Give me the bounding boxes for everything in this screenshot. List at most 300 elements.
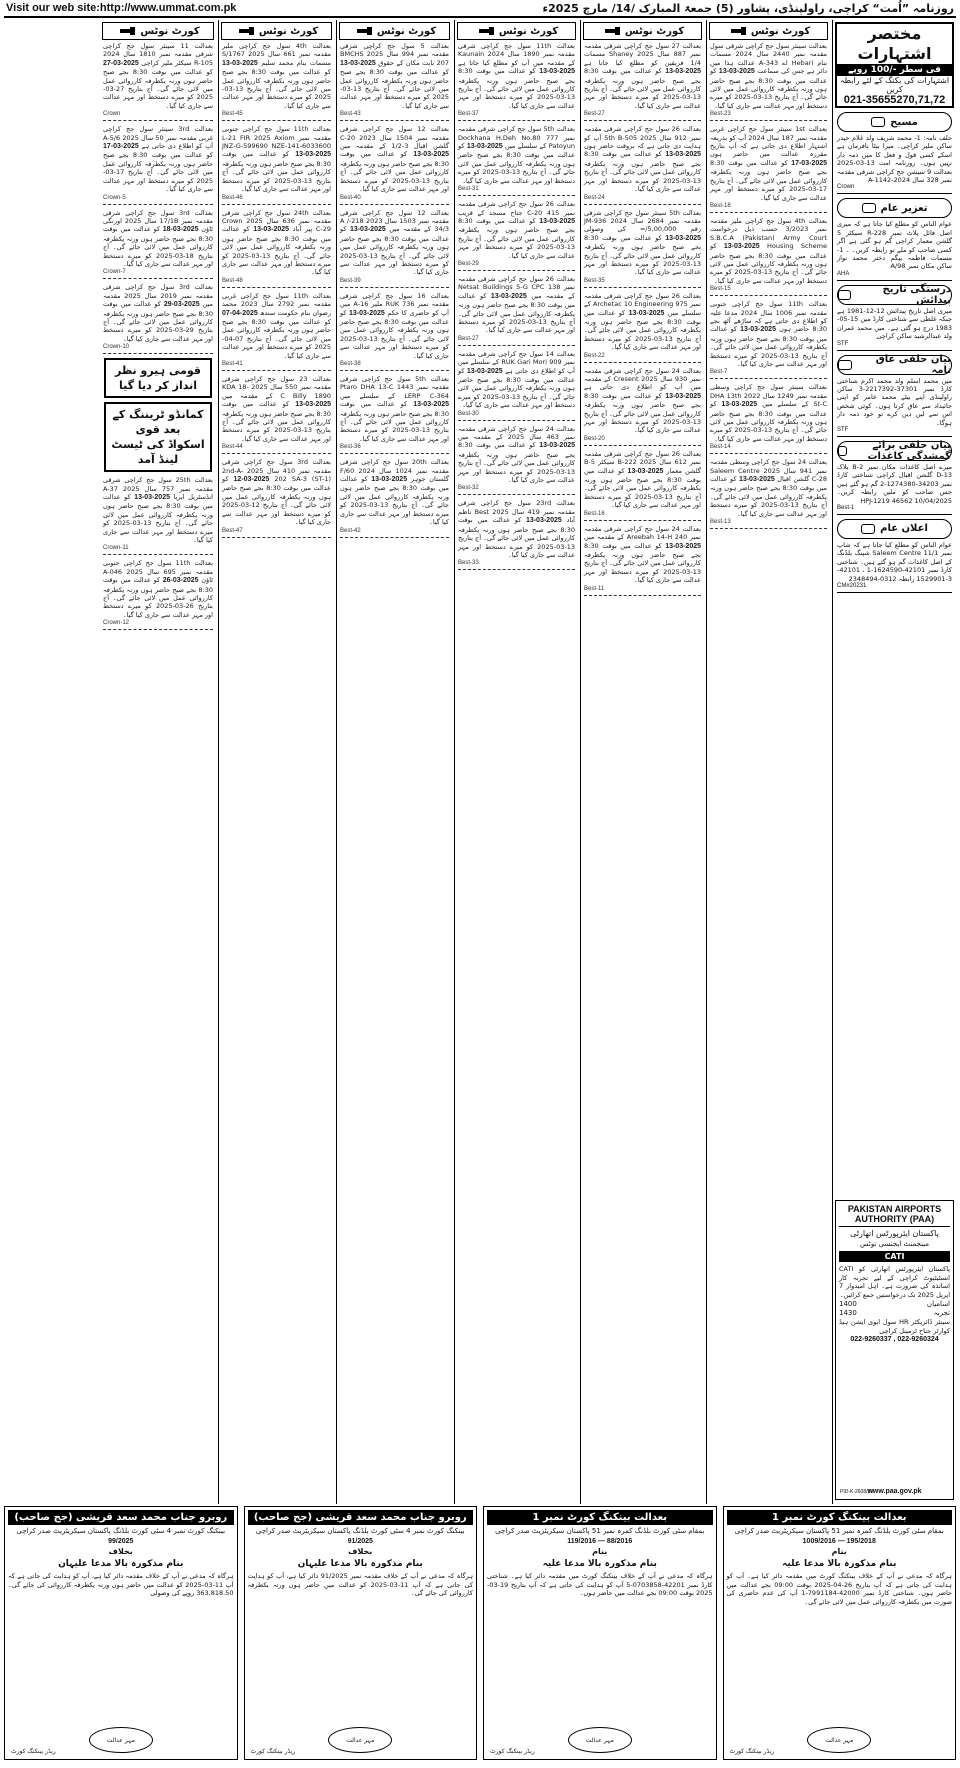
notice-code: Best-14 (710, 444, 731, 451)
category-icon (838, 290, 851, 300)
feature-box (104, 402, 212, 472)
column-heading-label: کورٹ نوٹس (140, 25, 200, 37)
notice-date: 13-03-2025 (466, 367, 503, 375)
notice-body-repeat: کو عدالت میں بوقت 8:30 بجے صبح حاضر ہوں ورنہ یکطرفہ کارروائی عمل میں لائی جائے گی۔ آج بتاریخ 26-03-2025 کو میرے دستخط اور مہر عدالت سے جاری کیا گیا۔ (103, 576, 213, 619)
notice-text: بعدالت 26 سول جج کراچی شرقی مقدمہ نمبر 912 سال 2025 5th B-505 آپ کو ہدایت دی جاتی ہے کہ بروقت حاضر ہوں 13-03-2025 کو عدالت میں بوقت 8:30 بجے صبح حاضر ہوں ورنہ یکطرفہ کارروائی عمل میں لائی جائے گی۔ آج بتاریخ 13-03-2025 کو میرے دستخط اور مہر عدالت سے جاری کیا گیا۔ (584, 125, 701, 194)
classifieds-title: مختصر اشتہارات (857, 24, 932, 63)
category-icon (838, 360, 852, 370)
notice-code: Best-43 (340, 111, 361, 118)
notice-date: 13-03-2025 (295, 151, 331, 159)
court-notice (103, 283, 213, 354)
summons-addressee: بنام مذکورہ بالا مدعا علیہ (782, 1559, 897, 1569)
notice-body-repeat: کو عدالت میں بوقت 8:30 بجے صبح حاضر ہوں ورنہ یکطرفہ کارروائی عمل میں لائی جائے گی۔ آج بتاریخ 13-03-2025 کو میرے دستخط اور مہر عدالت سے جاری کیا گیا۔ (710, 242, 827, 285)
notice-text: بعدالت 27 سول جج کراچی شرقی مقدمہ نمبر 887 سال 2025 Shaney مسمات 1/4 فریقین کو مطلع کیا جاتا ہے 13-03-2025 کو عدالت میں بوقت 8:30 بجے صبح حاضر ہوں ورنہ یکطرفہ کارروائی عمل میں لائی جائے گی۔ آج بتاریخ 13-03-2025 کو میرے دستخط اور مہر عدالت سے جاری کیا گیا۔ (584, 42, 701, 110)
category-icon (862, 203, 876, 213)
banking-court-summons (723, 1506, 957, 1760)
notice-text: بعدالت سینئر سول جج کراچی شرقی سول مقدمہ نمبر 2440 سال 2024 مسمات بنام Hebari اے 343-A عدالت ہذا میں دائر ہے جس کی سماعت 13-03-2025 کو عدالت میں بوقت 8:30 بجے صبح حاضر ہوں ورنہ یکطرفہ کارروائی عمل میں لائی جائے گی۔ آج بتاریخ 13-03-2025 کو میرے دستخط اور مہر عدالت سے جاری کیا گیا۔ (710, 42, 828, 110)
column-heading (339, 22, 450, 40)
paa-row-1-label: اسامیاں (926, 1300, 950, 1309)
notice-code: Best-35 (584, 277, 605, 284)
notice-date: 13-03-2025 (222, 59, 258, 67)
notice-column-2 (580, 20, 704, 1504)
notice-text: بعدالت 4th سول جج کراچی ملیر مقدمہ نمبر 661 سال 2025 S/1767 مسمات بنام محمد سلیم 13-03-2025 کو عدالت میں بوقت 8:30 بجے صبح حاضر ہوں ورنہ یکطرفہ کارروائی عمل میں لائی جائے گی۔ آج بتاریخ 13-03-2025 کو میرے دستخط اور مہر عدالت سے جاری کیا گیا۔ (222, 42, 332, 110)
notice-date: 13-03-2025 (349, 226, 386, 234)
notice-text: بعدالت 26 سول جج کراچی شرقی مقدمہ نمبر 612 سال 2025 B-222 سیکٹر 5-B گلشن معمار 13-03-2025 کو عدالت میں بوقت 8:30 بجے صبح حاضر ہوں ورنہ یکطرفہ کارروائی عمل میں لائی جائے گی۔ آج بتاریخ 13-03-2025 کو میرے دستخط اور مہر عدالت سے جاری کیا گیا۔ (584, 449, 701, 510)
notice-date: 13-03-2025 (665, 68, 701, 76)
notice-body-repeat: کو عدالت میں بوقت 8:30 بجے صبح حاضر ہوں ورنہ یکطرفہ کارروائی عمل میں لائی جائے گی۔ آج بتاریخ 13-03-2025 کو میرے دستخط اور مہر عدالت سے جاری کیا گیا۔ (458, 142, 575, 185)
notice-date: 26-03-2025 (162, 577, 199, 585)
notice-text: بعدالت 24 سول جج کراچی شرقی مقدمہ نمبر 463 سال 2025 کے مقدمہ میں 13-03-2025 کو عدالت میں بوقت 8:30 بجے صبح حاضر ہوں ورنہ یکطرفہ کارروائی عمل میں لائی جائے گی۔ آج بتاریخ 13-03-2025 کو میرے دستخط اور مہر عدالت سے جاری کیا گیا۔ (458, 424, 576, 485)
summons-row (4, 1506, 956, 1760)
court-notice (584, 367, 701, 446)
category-heading (837, 519, 952, 539)
notice-text: بعدالت 24th سول جج کراچی شرقی مقدمہ نمبر 636 سال 2025 Crown C-29 پیر آباد 13-03-2025 کو عدالت میں بوقت 8:30 بجے صبح حاضر ہوں ورنہ یکطرفہ کارروائی عمل میں لائی جائے گی۔ آج بتاریخ 13-03-2025 کو میرے دستخط اور مہر عدالت سے جاری کیا گیا۔ (222, 208, 331, 277)
summons-heading: روبرو جناب محمد سعد قریشی (جج صاحب) (248, 1510, 474, 1525)
summons-case-number: 1009/2016 — 195/2018 (802, 1538, 876, 1545)
notice-text: بعدالت 23 سول جج کراچی شرقی مقدمہ نمبر 550 سال 2025 KDA 18-C Billy 1890 کے مقدمہ میں 13-03-2025 کو عدالت میں بوقت 8:30 بجے صبح حاضر ہوں ورنہ یکطرفہ کارروائی عمل میں لائی جائے گی۔ آج بتاریخ 13-03-2025 کو میرے دستخط اور مہر عدالت سے جاری کیا گیا۔ (222, 375, 331, 443)
notice-column-6 (100, 20, 216, 1504)
court-notice (340, 292, 449, 371)
notice-date: 13-03-2025 (718, 68, 755, 76)
summons-body: ہرگاہ کہ مدعی نے آپ کے خلاف مقدمہ نمبر 91/2025 دائر کیا ہے، آپ کو ہدایت کی جاتی ہے کہ آپ 11-03-2025 کو عدالت میں حاضر ہوں ورنہ یکطرفہ کارروائی کی جائے گی۔ (247, 1572, 473, 1598)
court-notice (458, 499, 575, 570)
notice-text: بعدالت 3rd سول جج کراچی شرقی مقدمہ نمبر 17/1B سال 2025 اورنگی ٹاؤن 18-03-2025 کو عدالت میں بوقت 8:30 بجے صبح حاضر ہوں ورنہ یکطرفہ کارروائی عمل میں لائی جائے گی۔ آج بتاریخ 18-03-2025 کو میرے دستخط اور مہر عدالت سے جاری کیا گیا۔ (103, 208, 213, 268)
court-notice (103, 42, 213, 121)
ad-text: میرے اصل کاغذات مکان نمبر B-2 بلاک 13-D گلشن اقبال کراچی شناختی کارڈ نمبر 34203-1274380-2 گم ہو گئے ہیں جس صاحب کو ملیں رابطہ کریں۔ 10/04/2025 HPJ-1219 46562 (837, 462, 952, 505)
court-notice (103, 559, 213, 630)
notice-body-repeat: کو عدالت میں بوقت 8:30 بجے صبح حاضر ہوں ورنہ یکطرفہ کارروائی عمل میں لائی جائے گی۔ آج بتاریخ 18-03-2025 کو میرے دستخط اور مہر عدالت سے جاری کیا گیا۔ (103, 225, 213, 268)
notice-text: بعدالت 5th سول جج کراچی شرقی مقدمہ نمبر 1443 Ptaro DHA 13-C LERP C-364 کے سلسلے میں 13-03-2025 کو عدالت میں بوقت 8:30 بجے صبح حاضر ہوں ورنہ یکطرفہ کارروائی عمل میں لائی جائے گی۔ آج بتاریخ 13-03-2025 کو میرے دستخط اور مہر عدالت سے جاری کیا گیا۔ (340, 375, 449, 443)
notice-column-1 (706, 20, 830, 1504)
notice-date: 13-03-2025 (413, 401, 449, 409)
notice-code: Best-31 (458, 186, 479, 193)
summons-heading: بعدالت بینکنگ کورٹ نمبر 1 (487, 1510, 713, 1525)
gavel-icon (357, 27, 377, 35)
court-seal: مہر عدالت (568, 1727, 632, 1753)
notice-date: 13-03-2025 (371, 476, 408, 484)
notice-body-repeat: کو عدالت میں بوقت 8:30 بجے صبح حاضر ہوں ورنہ یکطرفہ کارروائی عمل میں لائی جائے گی۔ آج بتاریخ 13-03-2025 کو میرے دستخط اور مہر عدالت سے جاری کیا گیا۔ (222, 225, 331, 277)
summons-subheading: بمقام سٹی کورٹ بلڈنگ کمرہ نمبر 51 پاکستان سیکریٹریٹ صدر کراچی (495, 1527, 705, 1535)
gavel-icon (239, 27, 259, 35)
notice-text: بعدالت 5th سینئر سول جج کراچی شرقی مقدمہ نمبر 2684 سال 2024 JM-936 رقم 5,00,000/= کی وصولی 13-03-2025 کو عدالت میں بوقت 8:30 بجے صبح حاضر ہوں ورنہ یکطرفہ کارروائی عمل میں لائی جائے گی۔ آج بتاریخ 13-03-2025 کو میرے دستخط اور مہر عدالت سے جاری کیا گیا۔ (584, 208, 702, 277)
paa-row-2-value: 1430 (839, 1309, 857, 1318)
paa-title: PAKISTAN AIRPORTS AUTHORITY (PAA) (839, 1204, 950, 1227)
notice-text: بعدالت 26 سول جج کراچی شرقی مقدمہ نمبر 138 Netsat Buildings 5-G CPC کے مقدمہ میں 13-03-2025 کو عدالت میں بوقت 8:30 بجے صبح حاضر ہوں ورنہ یکطرفہ کارروائی عمل میں لائی جائے گی۔ آج بتاریخ 13-03-2025 کو میرے دستخط اور مہر عدالت سے جاری کیا گیا۔ (458, 274, 576, 335)
category-heading (837, 441, 952, 461)
notice-text: بعدالت 26 سول جج کراچی شرقی مقدمہ نمبر 415 C-20 جناح مسجد کے قریب 13-03-2025 کو عدالت میں بوقت 8:30 بجے صبح حاضر ہوں ورنہ یکطرفہ کارروائی عمل میں لائی جائے گی۔ آج بتاریخ 13-03-2025 کو میرے دستخط اور مہر عدالت سے جاری کیا گیا۔ (458, 200, 575, 260)
notice-text: بعدالت 11th سول جج کراچی جنوبی مقدمہ نمبر L-21 FIR 2025 Axiom JNZ-G-599690 NZE-141-6033600 13-03-2025 کو عدالت میں بوقت 8:30 بجے صبح حاضر ہوں ورنہ یکطرفہ کارروائی عمل میں لائی جائے گی۔ آج بتاریخ 13-03-2025 کو میرے دستخط اور مہر عدالت سے جاری کیا گیا۔ (222, 125, 331, 194)
notice-body-repeat: کو عدالت میں بوقت 8:30 بجے صبح حاضر ہوں ورنہ یکطرفہ کارروائی عمل میں لائی جائے گی۔ آج بتاریخ 13-03-2025 کو میرے دستخط اور مہر عدالت سے جاری کیا گیا۔ (222, 150, 331, 194)
notice-code: Best-29 (458, 260, 479, 267)
gavel-icon (731, 27, 751, 35)
classified-ad (837, 541, 952, 593)
notice-body-repeat: کو عدالت میں بوقت 8:30 بجے صبح حاضر ہوں ورنہ یکطرفہ کارروائی عمل میں لائی جائے گی۔ آج بتاریخ 13-03-2025 کو میرے دستخط اور مہر عدالت سے جاری کیا گیا۔ (710, 475, 828, 518)
notice-body-repeat: کو عدالت میں بوقت 8:30 بجے صبح حاضر ہوں ورنہ یکطرفہ کارروائی عمل میں لائی جائے گی۔ آج بتاریخ 13-03-2025 کو میرے دستخط اور مہر عدالت سے جاری کیا گیا۔ (458, 516, 575, 559)
notice-body-repeat: کو عدالت میں بوقت 8:30 بجے صبح حاضر ہوں ورنہ یکطرفہ کارروائی عمل میں لائی جائے گی۔ آج بتاریخ 17-03-2025 کو میرے دستخط اور مہر عدالت سے جاری کیا گیا۔ (103, 151, 214, 194)
notice-code: Best-18 (710, 202, 731, 209)
notice-text: بعدالت 11th سول جج کراچی شرقی مقدمہ نمبر 1890 سال 2024 Kaunain کے مقدمہ میں آپ کو مطلع کیا جاتا ہے 13-03-2025 کو عدالت میں بوقت 8:30 بجے صبح حاضر ہوں ورنہ یکطرفہ کارروائی عمل میں لائی جائے گی۔ آج بتاریخ 13-03-2025 کو میرے دستخط اور مہر عدالت سے جاری کیا گیا۔ (458, 42, 575, 110)
ad-code: AHA (837, 270, 850, 277)
notice-body-repeat: کو عدالت میں بوقت 8:30 بجے صبح حاضر ہوں ورنہ یکطرفہ کارروائی عمل میں لائی جائے گی۔ آج بتاریخ 13-03-2025 کو میرے دستخط اور مہر عدالت سے جاری کیا گیا۔ (222, 68, 331, 110)
court-notice (340, 125, 449, 204)
notice-body-repeat: کو عدالت میں بوقت 8:30 بجے صبح حاضر ہوں ورنہ یکطرفہ کارروائی عمل میں لائی جائے گی۔ آج بتاریخ 07-04-2025 کو میرے دستخط اور مہر عدالت سے جاری کیا گیا۔ (222, 317, 331, 360)
columns-container (4, 20, 956, 1504)
notice-date: 17-03-2025 (103, 143, 139, 151)
paa-row-1-value: 1400 (839, 1300, 857, 1309)
court-notice (458, 350, 575, 421)
classified-ad (837, 220, 952, 280)
notice-text: بعدالت 26 سول جج کراچی شرقی مقدمہ نمبر 975 Archetac 10 Engineering کے سلسلے میں 13-03-2025 کو عدالت میں بوقت 8:30 بجے صبح حاضر ہوں ورنہ یکطرفہ کارروائی عمل میں لائی جائے گی۔ آج بتاریخ 13-03-2025 کو میرے دستخط اور مہر عدالت سے جاری کیا گیا۔ (584, 291, 701, 352)
paa-row-2 (839, 1309, 950, 1317)
notice-code: Best-39 (340, 277, 361, 284)
court-notice (584, 450, 701, 521)
notice-body-repeat: کو عدالت میں بوقت 8:30 بجے صبح حاضر ہوں ورنہ یکطرفہ کارروائی عمل میں لائی جائے گی۔ آج بتاریخ 13-03-2025 کو میرے دستخط اور مہر عدالت سے جاری کیا گیا۔ (340, 150, 449, 194)
notice-code: Best-46 (222, 194, 243, 201)
notice-text: بعدالت 11th سول جج کراچی جنوبی مقدمہ نمبر 1006 سال 2024 مدعا علیہ کو اطلاع دی جاتی ہے کہ ساڑھے آٹھ بجے 8:30 حاضر ہوں 13-03-2025 کو عدالت میں بوقت 8:30 بجے صبح حاضر ہوں ورنہ یکطرفہ کارروائی عمل میں لائی جائے گی۔ آج بتاریخ 13-03-2025 کو میرے دستخط اور مہر عدالت سے جاری کیا گیا۔ (710, 300, 828, 368)
paa-body: پاکستان ایئرپورٹس اتھارٹی کو CATI انسٹیٹیوٹ کراچی کے لیے تجربہ کار اساتذہ کی ضرورت ہے۔ اہل امیدوار 7 اپریل 2025 تک درخواستیں جمع کرائیں۔ (839, 1265, 950, 1299)
feature-line-2: اسکواڈ کی ٹیسٹ لینڈ آمد (111, 438, 205, 467)
summons-versus: بنام (592, 1547, 608, 1556)
notice-text: بعدالت 11 سینئر سول جج کراچی شرقی مقدمہ نمبر 1810 سال 2024 R-105 سیکٹر ملیر کراچی 27-03-2025 کو عدالت میں بوقت 8:30 بجے صبح حاضر ہوں ورنہ یکطرفہ کارروائی عمل میں لائی جائے گی۔ آج بتاریخ 27-03-2025 کو میرے دستخط اور مہر عدالت سے جاری کیا گیا۔ (103, 42, 214, 110)
notice-text: بعدالت 11th سول جج کراچی غربی مقدمہ نمبر 2792 سال 2023 محمد رضوان بنام حکومت سندھ 07-04-2025 کو عدالت میں بوقت 8:30 بجے صبح حاضر ہوں ورنہ یکطرفہ کارروائی عمل میں لائی جائے گی۔ آج بتاریخ 07-04-2025 کو میرے دستخط اور مہر عدالت سے جاری کیا گیا۔ (222, 291, 332, 360)
notice-text: بعدالت 20th سول جج کراچی شرقی مقدمہ نمبر 1024 سال 2024 F/60 گلستان جوہر 13-03-2025 کو عدالت میں بوقت 8:30 بجے صبح حاضر ہوں ورنہ یکطرفہ کارروائی عمل میں لائی جائے گی۔ آج بتاریخ 13-03-2025 کو میرے دستخط اور مہر عدالت سے جاری کیا گیا۔ (340, 458, 449, 527)
notice-body-repeat: کو عدالت میں بوقت 8:30 بجے صبح حاضر ہوں ورنہ یکطرفہ کارروائی عمل میں لائی جائے گی۔ آج بتاریخ 13-03-2025 کو میرے دستخط اور مہر عدالت سے جاری کیا گیا۔ (584, 233, 701, 277)
summons-subheading: بمقام سٹی کورٹ بلڈنگ کمرہ نمبر 51 پاکستان سیکریٹریٹ صدر کراچی (734, 1527, 944, 1535)
notice-body-repeat: کو عدالت میں بوقت 8:30 بجے صبح حاضر ہوں ورنہ یکطرفہ کارروائی عمل میں لائی جائے گی۔ آج بتاریخ 13-03-2025 کو میرے دستخط اور مہر عدالت سے جاری کیا گیا۔ (584, 67, 701, 110)
summons-addressee: بنام مذکورہ بالا مدعا علیہ (542, 1559, 657, 1569)
classifieds-phone: 021-35655270,71,72 (843, 94, 946, 106)
gavel-icon (479, 27, 499, 35)
paa-subtitle: مینجمنٹ ایجنسی نوٹس (859, 1240, 929, 1248)
notice-body-repeat: کو عدالت میں بوقت 8:30 بجے صبح حاضر ہوں ورنہ یکطرفہ کارروائی عمل میں لائی جائے گی۔ آج بتاریخ 13-03-2025 کو میرے دستخط اور مہر عدالت سے جاری کیا گیا۔ (710, 325, 828, 368)
gavel-icon (605, 27, 625, 35)
notice-body-repeat: کو عدالت میں بوقت 8:30 بجے صبح حاضر ہوں ورنہ یکطرفہ کارروائی عمل میں لائی جائے گی۔ آج بتاریخ 13-03-2025 کو میرے دستخط اور مہر عدالت سے جاری کیا گیا۔ (458, 366, 575, 410)
summons-addressee: بنام مذکورہ بالا مدعا علیہان (58, 1559, 184, 1569)
notice-date: 07-04-2025 (222, 309, 258, 317)
feature-line-1: کمانڈو ٹریننگ کے بعد قوی (112, 408, 204, 437)
notice-code: Best-16 (584, 510, 605, 517)
notice-body-repeat: کو عدالت میں بوقت 8:30 بجے صبح حاضر ہوں ورنہ یکطرفہ کارروائی عمل میں لائی جائے گی۔ آج بتاریخ 13-03-2025 کو میرے دستخط اور مہر عدالت سے جاری کیا گیا۔ (458, 67, 575, 110)
notice-date: 13-03-2025 (340, 59, 376, 67)
summons-versus: بنام (831, 1547, 847, 1556)
court-notice (584, 209, 701, 288)
column-heading-label: کورٹ نوٹس (498, 25, 559, 37)
notice-date: 13-03-2025 (665, 392, 701, 400)
notice-date: 13-03-2025 (721, 401, 758, 409)
notice-code: Best-45 (222, 111, 243, 118)
notice-code: Best-47 (222, 527, 243, 534)
notice-body-repeat: کو عدالت میں بوقت 8:30 بجے صبح حاضر ہوں ورنہ یکطرفہ کارروائی عمل میں لائی جائے گی۔ آج بتاریخ 13-03-2025 کو میرے دستخط اور مہر عدالت سے جاری کیا گیا۔ (584, 150, 701, 194)
ad-text: میری اصل تاریخ پیدائش 12-12-1981 ہے جبکہ غلطی سے شناختی کارڈ میں 15-05-1983 درج ہو گئی ہے۔ میں محمد عمران ولد عبدالرشید ساکن کراچی (837, 306, 952, 341)
notice-body-repeat: کو عدالت میں بوقت 8:30 بجے صبح حاضر ہوں ورنہ یکطرفہ کارروائی عمل میں لائی جائے گی۔ آج بتاریخ 13-03-2025 کو میرے دستخط اور مہر عدالت سے جاری کیا گیا۔ (103, 493, 213, 545)
ad-text: عوام الناس کو مطلع کیا جاتا ہے کہ میری اصل فائل پلاٹ نمبر R-228 سیکٹر 5 گلشن معمار کراچی گم ہو گئی ہے اگر کسی صاحب کو ملے تو رابطہ کریں۔ ۔ 1- مسمات فاطمہ بیگم دختر محمد نواز ساکن مکان نمبر 98/A (837, 220, 952, 271)
classified-ad (837, 134, 952, 194)
category-heading (837, 355, 952, 375)
column-heading (102, 22, 214, 40)
notice-column-3 (454, 20, 578, 1504)
column-heading-label: کورٹ نوٹس (258, 25, 319, 37)
notice-date: 13-03-2025 (134, 494, 170, 501)
notice-code: Best-48 (222, 277, 243, 284)
header-rule (4, 16, 956, 18)
notice-body-repeat: کو عدالت میں بوقت 8:30 بجے صبح حاضر ہوں ورنہ یکطرفہ کارروائی عمل میں لائی جائے گی۔ آج بتاریخ 13-03-2025 کو میرے دستخط اور مہر عدالت سے جاری کیا گیا۔ (584, 308, 701, 352)
summons-subheading: بینکنگ کورٹ نمبر 4 سٹی کورٹ بلڈنگ پاکستان سیکریٹریٹ صدر کراچی (255, 1527, 465, 1535)
summons-body: ہرگاہ کہ مدعی نے آپ کے خلاف بینکنگ کورٹ میں مقدمہ دائر کیا ہے۔ شناختی کارڈ نمبر 42201-0703858-5 آپ کو ہدایت کی جاتی ہے کہ آپ بتاریخ 19-03-2025 بوقت 09:00 بجے عدالت میں حاضر ہوں۔ (487, 1572, 713, 1598)
category-icon (861, 524, 875, 534)
notice-date: 13-03-2025 (295, 401, 331, 409)
summons-case-number: 119/2016 — 88/2016 (567, 1538, 633, 1545)
notice-text: بعدالت 4th سول جج کراچی ملیر مقدمہ نمبر 3/2023 حسب ذیل درخواست S.B.C.A (Pakistan) Army Court Housing Scheme 13-03-2025 کو عدالت میں بوقت 8:30 بجے صبح حاضر ہوں ورنہ یکطرفہ کارروائی عمل میں لائی جائے گی۔ آج بتاریخ 13-03-2025 کو میرے دستخط اور مہر عدالت سے جاری کیا گیا۔ (710, 216, 827, 285)
notice-text: بعدالت 3rd سول جج کراچی شرقی مقدمہ نمبر 410 سال 2025 2nd-A-202 SA-3 (ST-1) 12-03-2025 کو عدالت میں بوقت 8:30 بجے صبح حاضر ہوں ورنہ یکطرفہ کارروائی عمل میں لائی جائے گی۔ آج بتاریخ 12-03-2025 کو میرے دستخط اور مہر عدالت سے جاری کیا گیا۔ (222, 458, 331, 527)
court-notice (710, 300, 827, 379)
summons-versus: بخلاف (108, 1547, 133, 1556)
feature-line-1: قومی ہیرو نظر انداز کر دیا گیا (114, 364, 201, 393)
notice-date: 13-03-2025 (665, 151, 701, 159)
notice-text: بعدالت 23rd سول جج کراچی شرقی مقدمہ نمبر 419 سال 2025 Best ناظم آباد 13-03-2025 کو عدالت میں بوقت 8:30 بجے صبح حاضر ہوں ورنہ یکطرفہ کارروائی عمل میں لائی جائے گی۔ آج بتاریخ 13-03-2025 کو میرے دستخط اور مہر عدالت سے جاری کیا گیا۔ (458, 499, 575, 559)
summons-addressee: بنام مذکورہ بالا مدعا علیہان (297, 1559, 423, 1569)
page-header (0, 0, 960, 16)
banking-court-summons (483, 1506, 717, 1760)
feature-box (104, 358, 212, 398)
ad-text: میں محمد اسلم ولد محمد اکرم شناختی کارڈ نمبر 37301-2217392-3 ساکن راولپنڈی اپنے بیٹے محمد عامر کو اپنی جائیداد سے عاق کرتا ہوں۔ کوئی شخص اس سے لین دین کرے تو خود ذمہ دار ہوگا۔ (837, 376, 952, 427)
notice-code: Best-32 (458, 485, 479, 492)
court-notice (584, 525, 701, 596)
paa-website[interactable]: www.paa.gov.pk (867, 1488, 922, 1495)
notice-text: بعدالت 24 سول جج کراچی وسطی مقدمہ نمبر 941 سال 2025 Saleem Centre C-28 گلشن اقبال 13-03-2025 کو عدالت میں بوقت 8:30 بجے صبح حاضر ہوں ورنہ یکطرفہ کارروائی عمل میں لائی جائے گی۔ آج بتاریخ 13-03-2025 کو میرے دستخط اور مہر عدالت سے جاری کیا گیا۔ (710, 458, 828, 518)
notice-text: بعدالت 1st سینئر سول جج کراچی غربی مقدمہ نمبر 187 سال 2024 آپ کو بذریعہ اشتہار اطلاع دی جاتی ہے کہ آپ بتاریخ مقررہ عدالت میں حاضر ہوں 17-03-2025 کو عدالت میں بوقت 8:30 بجے صبح حاضر ہوں ورنہ یکطرفہ کارروائی عمل میں لائی جائے گی۔ آج بتاریخ 17-03-2025 کو میرے دستخط اور مہر عدالت سے جاری کیا گیا۔ (710, 125, 828, 202)
classifieds-booking: اشتہارات کی بکنگ کے لئے رابطہ کریں (839, 76, 950, 94)
notice-body-repeat: کو عدالت میں بوقت 8:30 بجے صبح حاضر ہوں ورنہ یکطرفہ کارروائی عمل میں لائی جائے گی۔ آج بتاریخ 13-03-2025 کو میرے دستخط اور مہر عدالت سے جاری کیا گیا۔ (458, 291, 576, 335)
notice-body-repeat: کو عدالت میں بوقت 8:30 بجے صبح حاضر ہوں ورنہ یکطرفہ کارروائی عمل میں لائی جائے گی۔ آج بتاریخ 13-03-2025 کو میرے دستخط اور مہر عدالت سے جاری کیا گیا۔ (222, 400, 331, 443)
court-notice (222, 458, 331, 537)
notice-text: بعدالت 11th سول جج کراچی جنوبی مقدمہ نمبر 695 سال 2025 A-046 ٹاؤن 26-03-2025 کو عدالت میں بوقت 8:30 بجے صبح حاضر ہوں ورنہ یکطرفہ کارروائی عمل میں لائی جائے گی۔ آج بتاریخ 26-03-2025 کو میرے دستخط اور مہر عدالت سے جاری کیا گیا۔ (103, 559, 214, 619)
court-notice (710, 458, 827, 529)
classified-ad (837, 463, 952, 515)
category-label: بیان حلفی عاق نامہ (875, 353, 951, 376)
notice-date: 13-03-2025 (665, 542, 701, 550)
column-heading (583, 22, 702, 40)
notice-date: 13-03-2025 (628, 309, 665, 317)
notice-date: 13-03-2025 (539, 442, 575, 450)
notice-date: 13-03-2025 (466, 143, 503, 151)
column-heading (709, 22, 828, 40)
classified-ads-list (833, 112, 956, 593)
summons-footer: ریڈر بینکنگ کورٹ (490, 1748, 535, 1755)
classified-ad (837, 377, 952, 437)
notice-date: 29-03-2025 (163, 301, 200, 309)
notice-body-repeat: کو عدالت میں بوقت 8:30 بجے صبح حاضر ہوں ورنہ یکطرفہ کارروائی عمل میں لائی جائے گی۔ آج بتاریخ 13-03-2025 کو میرے دستخط اور مہر عدالت سے جاری کیا گیا۔ (584, 466, 701, 510)
notice-code: Crown-10 (103, 344, 130, 351)
notice-code: Best-40 (340, 194, 361, 201)
notice-text: بعدالت 12 سول جج کراچی شرقی مقدمہ نمبر 1503 سال 2023 218-A / 34/3 کے مقدمہ میں 13-03-2025 کو عدالت میں بوقت 8:30 بجے صبح حاضر ہوں ورنہ یکطرفہ کارروائی عمل میں لائی جائے گی۔ آج بتاریخ 13-03-2025 کو میرے دستخط اور مہر عدالت سے جاری کیا گیا۔ (340, 208, 450, 277)
paa-advertisement (835, 1200, 954, 1500)
category-label: تعزیر عام (880, 202, 928, 214)
court-notice (584, 42, 701, 121)
notice-date: 13-03-2025 (740, 326, 776, 334)
court-notice (340, 458, 449, 537)
notice-body-repeat: کو عدالت میں بوقت 8:30 بجے صبح حاضر ہوں ورنہ یکطرفہ کارروائی عمل میں لائی جائے گی۔ آج بتاریخ 17-03-2025 کو میرے دستخط اور مہر عدالت سے جاری کیا گیا۔ (710, 158, 827, 202)
paa-urdu-title: پاکستان ایئرپورٹس اتھارٹی (850, 1229, 939, 1238)
notice-code: Best-11 (584, 585, 605, 592)
notice-body-repeat: کو عدالت میں بوقت 8:30 بجے صبح حاضر ہوں ورنہ یکطرفہ کارروائی عمل میں لائی جائے گی۔ آج بتاریخ 13-03-2025 کو میرے دستخط اور مہر عدالت سے جاری کیا گیا۔ (584, 391, 701, 435)
website-url[interactable]: Visit our web site:http://www.ummat.com.pk (6, 2, 237, 14)
court-notice (458, 42, 575, 121)
notice-text: بعدالت 25th سول جج کراچی شرقی مقدمہ نمبر 757 سال 2025 A-37 انڈسٹریل ایریا 13-03-2025 کو عدالت میں بوقت 8:30 بجے صبح حاضر ہوں ورنہ یکطرفہ کارروائی عمل میں لائی جائے گی۔ آج بتاریخ 13-03-2025 کو میرے دستخط اور مہر عدالت سے جاری کیا گیا۔ (103, 476, 213, 545)
notice-column-4 (336, 20, 452, 1504)
notice-code: Best-22 (584, 352, 605, 359)
notice-body-repeat: کو عدالت میں بوقت 8:30 بجے صبح حاضر ہوں ورنہ یکطرفہ کارروائی عمل میں لائی جائے گی۔ آج بتاریخ 13-03-2025 کو میرے دستخط اور مہر عدالت سے جاری کیا گیا۔ (340, 400, 449, 443)
summons-case-number: 91/2025 (347, 1538, 373, 1545)
ad-code: Best-1 (837, 504, 855, 511)
court-notice (458, 275, 575, 346)
court-notice (103, 476, 213, 555)
notice-text: بعدالت 14 سول جج کراچی شرقی مقدمہ نمبر 909 RUK Gari Mori کے سلسلے میں آپ کو اطلاع دی جاتی ہے 13-03-2025 کو عدالت میں بوقت 8:30 بجے صبح حاضر ہوں ورنہ یکطرفہ کارروائی عمل میں لائی جائے گی۔ آج بتاریخ 13-03-2025 کو میرے دستخط اور مہر عدالت سے جاری کیا گیا۔ (458, 349, 575, 410)
category-icon (871, 117, 885, 127)
category-label: بیان حلفی برائے گمشدگی کاغذات (867, 439, 951, 462)
classifieds-title-box (835, 22, 954, 108)
category-icon (838, 446, 847, 456)
classifieds-rate: فی سطر -/100 روپے (837, 64, 952, 76)
notice-text: بعدالت 3rd سول جج کراچی شرقی مقدمہ نمبر 2019 سال 2025 مقدمہ میں 29-03-2025 کو عدالت میں بوقت 8:30 بجے صبح حاضر ہوں ورنہ یکطرفہ کارروائی عمل میں لائی جائے گی۔ آج بتاریخ 29-03-2025 کو میرے دستخط اور مہر عدالت سے جاری کیا گیا۔ (103, 283, 213, 343)
court-notice (458, 200, 575, 271)
notice-date: 17-03-2025 (791, 159, 827, 167)
paa-address: سینئر ڈائریکٹر HR سول ایوی ایشن ہیڈ کوارٹر جناح ٹرمینل کراچی (839, 1318, 950, 1335)
notice-text: بعدالت 5th سول جج کراچی شرقی مقدمہ نمبر 777 Dockhana H.Deh No.80 Patoyun کے سلسلے میں 13-03-2025 کو عدالت میں بوقت 8:30 بجے صبح حاضر ہوں ورنہ یکطرفہ کارروائی عمل میں لائی جائے گی۔ آج بتاریخ 13-03-2025 کو میرے دستخط اور مہر عدالت سے جاری کیا گیا۔ (458, 125, 575, 185)
paa-bar: CATI (839, 1251, 950, 1262)
notice-code: Best-24 (584, 194, 605, 201)
ad-code: STF (837, 340, 849, 347)
court-seal: مہر عدالت (328, 1727, 392, 1753)
banking-court-summons (4, 1506, 238, 1760)
notice-date: 13-03-2025 (665, 234, 701, 242)
court-notice (222, 292, 331, 371)
summons-case-number: 99/2025 (108, 1538, 134, 1545)
classified-ad (837, 307, 952, 351)
court-notice (222, 125, 331, 204)
summons-versus: بخلاف (348, 1547, 373, 1556)
banking-court-summons (244, 1506, 478, 1760)
paa-pid: PID-K-2608/24 (840, 1489, 874, 1495)
notice-code: Best-36 (340, 444, 361, 451)
court-notice (222, 209, 331, 288)
court-seal: مہر عدالت (807, 1727, 871, 1753)
notice-code: Best-42 (340, 527, 361, 534)
notice-code: Best-23 (710, 111, 731, 118)
notice-body-repeat: کو عدالت میں بوقت 8:30 بجے صبح حاضر ہوں ورنہ یکطرفہ کارروائی عمل میں لائی جائے گی۔ آج بتاریخ 13-03-2025 کو میرے دستخط اور مہر عدالت سے جاری کیا گیا۔ (340, 68, 449, 110)
summons-heading: بعدالت بینکنگ کورٹ نمبر 1 (727, 1510, 953, 1525)
notice-date: 13-03-2025 (627, 467, 664, 475)
paa-row-1 (839, 1300, 950, 1308)
summons-body: ہرگاہ کہ مدعی نے آپ کے خلاف بینکنگ کورٹ میں مقدمہ دائر کیا ہے۔ آپ کو ہدایت کی جاتی ہے کہ آپ بتاریخ 26-04-2025 بوقت 09:00 بجے عدالت میں حاضر ہوں۔ شناختی کارڈ نمبر 42000-7991184-1 آپ کی عدم حاضری کی صورت میں یکطرفہ کارروائی عمل میں لائی جائے گی۔ (726, 1572, 952, 1606)
category-heading (837, 112, 952, 132)
category-label: اعلان عام (880, 523, 928, 535)
notice-column-5 (218, 20, 334, 1504)
notice-date: 13-03-2025 (738, 476, 775, 484)
notice-date: 13-03-2025 (253, 226, 290, 234)
court-notice (584, 292, 701, 363)
notice-code: Best-44 (222, 444, 243, 451)
court-notice (340, 375, 449, 454)
court-notice (340, 42, 449, 121)
notice-code: Crown (103, 111, 121, 118)
notice-code: Best-33 (458, 560, 479, 567)
notice-body-repeat: کو عدالت میں بوقت 8:30 بجے صبح حاضر ہوں ورنہ یکطرفہ کارروائی عمل میں لائی جائے گی۔ آج بتاریخ 27-03-2025 کو میرے دستخط اور مہر عدالت سے جاری کیا گیا۔ (103, 68, 214, 110)
summons-subheading: بینکنگ کورٹ نمبر 4 سٹی کورٹ بلڈنگ پاکستان سیکریٹریٹ صدر کراچی (16, 1527, 226, 1535)
court-notice (458, 425, 575, 496)
notice-text: بعدالت 3rd سینئر سول جج کراچی غربی مقدمہ نمبر 50 سال 2025 A-5/6 آپ کو اطلاع دی جاتی ہے 17-03-2025 کو عدالت میں بوقت 8:30 بجے صبح حاضر ہوں ورنہ یکطرفہ کارروائی عمل میں لائی جائے گی۔ آج بتاریخ 17-03-2025 کو میرے دستخط اور مہر عدالت سے جاری کیا گیا۔ (103, 125, 214, 194)
notice-date: 13-03-2025 (723, 243, 760, 251)
court-notice (710, 125, 827, 213)
notice-date: 18-03-2025 (162, 226, 199, 234)
notice-code: Crown-5 (103, 194, 126, 201)
court-notice (103, 209, 213, 280)
classifieds-column (832, 20, 956, 1504)
notice-code: Best-27 (458, 335, 479, 342)
court-notice (222, 42, 331, 121)
column-heading-label: کورٹ نوٹس (624, 25, 685, 37)
category-label: مسیح (890, 116, 918, 128)
summons-footer: ریڈر بینکنگ کورٹ (11, 1748, 56, 1755)
notice-text: بعدالت 16 سول جج کراچی شرقی مقدمہ نمبر 736 RUK ملیر 16-A میں آپ کو حاضری کا حکم 13-03-2025 کو عدالت میں بوقت 8:30 بجے صبح حاضر ہوں ورنہ یکطرفہ کارروائی عمل میں لائی جائے گی۔ آج بتاریخ 13-03-2025 کو میرے دستخط اور مہر عدالت سے جاری کیا گیا۔ (340, 291, 449, 360)
notice-text: بعدالت سینئر سول جج کراچی وسطی مقدمہ نمبر 1249 سال 2022 DHA 13th St-C کے سلسلے میں 13-03-2025 کو عدالت میں بوقت 8:30 بجے صبح حاضر ہوں ورنہ یکطرفہ کارروائی عمل میں لائی جائے گی۔ آج بتاریخ 13-03-2025 کو میرے دستخط اور مہر عدالت سے جاری کیا گیا۔ (710, 383, 827, 443)
summons-heading: روبرو جناب محمد سعد قریشی (جج صاحب) (8, 1510, 234, 1525)
summons-body: ہرگاہ کہ مدعی نے آپ کے خلاف مقدمہ دائر کیا ہے، آپ کو ہدایت کی جاتی ہے کہ آپ 11-03-2025 کو عدالت میں حاضر ہوں ورنہ یکطرفہ کارروائی کی جائے گی۔ 363,818.50 روپے کی وصولی (8, 1572, 234, 1598)
category-label: درستگی تاریخ پیدائش (882, 283, 951, 306)
column-heading-label: کورٹ نوٹس (376, 25, 437, 37)
ad-code: CM#20231 (837, 583, 867, 589)
ad-code: STF (837, 426, 849, 433)
notice-body-repeat: کو عدالت میں بوقت 8:30 بجے صبح حاضر ہوں ورنہ یکطرفہ کارروائی عمل میں لائی جائے گی۔ آج بتاریخ 13-03-2025 کو میرے دستخط اور مہر عدالت سے جاری کیا گیا۔ (584, 541, 701, 585)
court-notice (103, 125, 213, 204)
notice-date: 12-03-2025 (233, 476, 270, 484)
notice-date: 13-03-2025 (539, 217, 575, 225)
notice-date: 13-03-2025 (413, 151, 449, 159)
notice-body-repeat: کو عدالت میں بوقت 8:30 بجے صبح حاضر ہوں ورنہ یکطرفہ کارروائی عمل میں لائی جائے گی۔ آج بتاریخ 29-03-2025 کو میرے دستخط اور مہر عدالت سے جاری کیا گیا۔ (103, 300, 213, 343)
gavel-icon (120, 27, 140, 35)
notice-code: Crown-12 (103, 620, 130, 627)
column-heading (221, 22, 332, 40)
court-notice (710, 383, 827, 454)
ad-text: حلف نامہ: 1- محمد شریف ولد غلام حیدر ساکن ملیر کراچی۔ میرا بیٹا نافرمان ہے اسکے کسی قول و فعل کا میں ذمہ دار نہیں ہوں۔ روزنامہ امت 13-03-2025 بعدالت 9 سیشن جج کراچی شرقی مقدمہ نمبر 328 سال 2024-A-1142 (837, 134, 953, 185)
notice-code: Best-38 (340, 361, 361, 367)
notice-code: Best-30 (458, 410, 479, 417)
column-heading (457, 22, 576, 40)
dateline: روزنامہ ”اُمت“ کراچی، راولپنڈی، پشاور (5) جمعۃ المبارک /14/ مارچ 2025ء (542, 1, 954, 15)
court-notice (710, 42, 827, 121)
court-seal: مہر عدالت (89, 1727, 153, 1753)
court-notice (340, 209, 449, 288)
ad-text: عوام الناس کو مطلع کیا جاتا ہے کہ شاپ نمبر 11/1 Saleem Centre شپنگ بلڈنگ کے اصل کاغذات گم ہو گئے ہیں۔ شناختی کارڈ نمبر 42101-1624590-1 ، 42101-3-1529901 رابطہ 0312-2348494 (837, 540, 953, 583)
notice-code: Crown-7 (103, 269, 126, 276)
paa-row-2-label: تجربہ (933, 1309, 950, 1318)
notice-code: Best-37 (458, 111, 479, 118)
paa-phones: 022-9260337 , 022-9260324 (850, 1335, 939, 1343)
notice-code: Best-27 (584, 111, 605, 118)
notice-code: Best-41 (222, 361, 243, 367)
notice-code: Best-13 (710, 519, 731, 526)
notice-date: 13-03-2025 (539, 68, 575, 76)
category-heading (837, 285, 952, 305)
court-notice (458, 125, 575, 196)
notice-body-repeat: کو عدالت میں بوقت 8:30 بجے صبح حاضر ہوں ورنہ یکطرفہ کارروائی عمل میں لائی جائے گی۔ آج بتاریخ 13-03-2025 کو میرے دستخط اور مہر عدالت سے جاری کیا گیا۔ (710, 67, 827, 110)
notice-date: 13-03-2025 (490, 292, 527, 300)
court-notice (710, 217, 827, 296)
ad-code: Crown (837, 184, 855, 191)
notice-text: بعدالت 5 سول جج کراچی شرقی مقدمہ نمبر 994 سال 2025 BMCHS 207 بابت مکان کے حقوق 13-03-2025 کو عدالت میں بوقت 8:30 بجے صبح حاضر ہوں ورنہ یکطرفہ کارروائی عمل میں لائی جائے گی۔ آج بتاریخ 13-03-2025 کو میرے دستخط اور مہر عدالت سے جاری کیا گیا۔ (340, 42, 449, 110)
notice-code: Best-20 (584, 435, 605, 442)
notice-body-repeat: کو عدالت میں بوقت 8:30 بجے صبح حاضر ہوں ورنہ یکطرفہ کارروائی عمل میں لائی جائے گی۔ آج بتاریخ 13-03-2025 کو میرے دستخط اور مہر عدالت سے جاری کیا گیا۔ (458, 441, 575, 485)
column-heading-label: کورٹ نوٹس (750, 25, 811, 37)
